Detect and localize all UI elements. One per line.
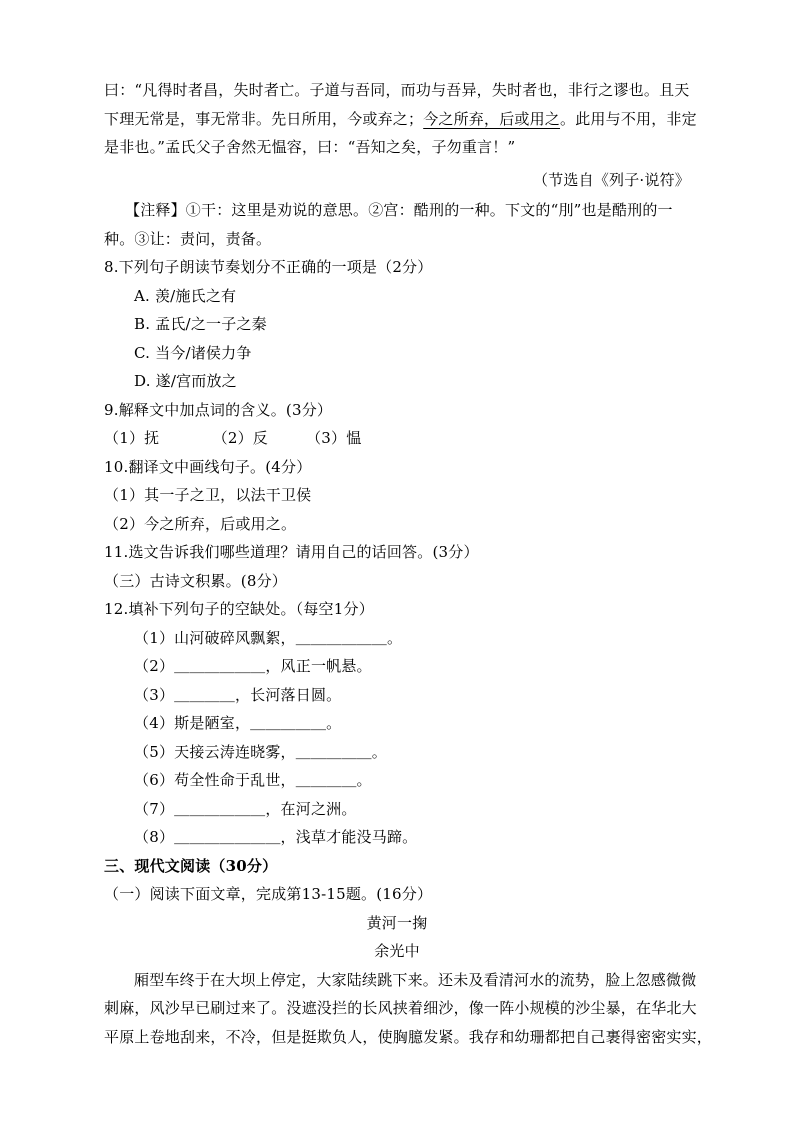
- text-segment: C. 当今/诸侯力争: [134, 343, 252, 362]
- question-8-option-b: [104, 310, 690, 339]
- question-8-option-c: [104, 339, 690, 368]
- text-segment: 厢型车终于在大坝上停定，大家陆续跳下来。还未及看清河水的流势，脸上忽感微微: [134, 970, 697, 989]
- question-12-blank-1: [104, 624, 690, 653]
- question-11: [104, 538, 690, 567]
- note-line-1: [104, 196, 690, 225]
- text-segment: A. 羡/施氏之有: [134, 286, 237, 305]
- essay-paragraph-line-3: [104, 1023, 713, 1052]
- text-segment: （2）今之所弃，后或用之。: [104, 514, 297, 533]
- section-3-heading: [104, 567, 690, 596]
- question-9-words: [104, 424, 690, 453]
- text-segment: （3）＿＿＿＿，长河落日圆。: [134, 685, 342, 704]
- text-segment: 11.选文告诉我们哪些道理？请用自己的话回答。(3分）: [104, 543, 479, 561]
- text-segment: （三）古诗文积累。(8分）: [104, 571, 287, 590]
- text-segment: （7）＿＿＿＿＿＿，在河之洲。: [134, 799, 357, 818]
- text-segment: （节选自《列子·说符》: [533, 170, 690, 189]
- essay-author: [104, 937, 690, 966]
- question-12-blank-8: [104, 823, 690, 852]
- text-segment: 。此用与不用，非定: [560, 109, 697, 128]
- text-segment: 是非也。”孟氏父子舍然无愠容，曰：“吾知之矣，子勿重言！”: [104, 138, 516, 156]
- text-segment: 【注释】①干：这里是劝说的意思。②宫：酷刑的一种。下文的“刖”也是酷刑的一: [125, 201, 673, 219]
- text-segment: 下理无常是，事无常非。先日所用，今或弃之；: [104, 109, 424, 128]
- question-10: [104, 453, 690, 482]
- classical-passage-line-2: [104, 105, 697, 134]
- question-8-option-a: [104, 282, 690, 311]
- question-10-sentence-1: [104, 481, 690, 510]
- text-segment: 余光中: [374, 942, 420, 960]
- question-12-blank-7: [104, 795, 690, 824]
- text-segment: （一）阅读下面文章，完成第13-15题。(16分）: [104, 885, 433, 903]
- classical-passage-line-1: [104, 76, 690, 105]
- part-3-section-1: [104, 880, 690, 909]
- text-segment: （2）＿＿＿＿＿＿，风正一帆悬。: [134, 657, 372, 675]
- question-12-blank-2: [104, 652, 690, 681]
- text-segment: 曰：“凡得时者昌，失时者亡。子道与吾同，而功与吾异，失时者也，非行之谬也。且天: [104, 81, 690, 99]
- text-segment: （4）斯是陋室，＿＿＿＿＿。: [134, 714, 342, 732]
- text-segment: （1）抚 （2）反 （3）愠: [104, 429, 362, 447]
- text-segment: （8）＿＿＿＿＿＿＿，浅草才能没马蹄。: [134, 828, 418, 846]
- text-segment: 9.解释文中加点词的含义。(3分）: [104, 400, 333, 419]
- question-12-blank-4: [104, 709, 690, 738]
- question-8: [104, 253, 690, 282]
- text-segment: 刺麻，风沙早已刷过来了。没遮没拦的长风挟着细沙，像一阵小规模的沙尘暴，在华北大: [104, 999, 697, 1017]
- question-8-option-d: [104, 367, 690, 396]
- essay-paragraph-line-2: [104, 994, 697, 1023]
- text-segment: （1）其一子之卫，以法干卫侯: [104, 486, 312, 504]
- underlined-sentence: 今之所弃，后或用之: [423, 109, 561, 128]
- text-segment: 8.下列句子朗读节奏划分不正确的一项是（2分）: [104, 258, 433, 276]
- text-segment: D. 遂/宫而放之: [134, 372, 237, 390]
- text-segment: （6）苟全性命于乱世，＿＿＿＿。: [134, 771, 372, 789]
- text-segment: 平原上卷地刮来，不冷，但是挺欺负人，使胸臆发紧。我存和幼珊都把自己裹得密密实实，: [104, 1027, 713, 1046]
- text-segment: 12.填补下列句子的空缺处。（每空1分）: [104, 600, 374, 618]
- question-10-sentence-2: [104, 510, 690, 539]
- question-12: [104, 595, 690, 624]
- question-12-blank-3: [104, 681, 690, 710]
- part-3-heading: [104, 852, 690, 881]
- question-9: [104, 396, 690, 425]
- text-segment: 黄河一掬: [366, 913, 428, 932]
- essay-title: [104, 909, 690, 938]
- text-segment: 三、现代文阅读（30分）: [104, 856, 278, 875]
- question-12-blank-6: [104, 766, 690, 795]
- classical-passage-line-3: [104, 133, 690, 162]
- source-attribution: [104, 166, 690, 195]
- text-segment: B. 孟氏/之一子之秦: [134, 315, 267, 333]
- text-segment: 10.翻译文中画线句子。(4分）: [104, 457, 312, 476]
- text-segment: （5）天接云涛连晓雾，＿＿＿＿＿。: [134, 742, 387, 761]
- essay-paragraph-line-1: [104, 966, 697, 995]
- text-segment: 种。③让：责问，责备。: [104, 229, 272, 248]
- note-line-2: [104, 225, 690, 254]
- question-12-blank-5: [104, 738, 690, 767]
- text-segment: （1）山河破碎风飘絮，＿＿＿＿＿＿。: [134, 628, 403, 647]
